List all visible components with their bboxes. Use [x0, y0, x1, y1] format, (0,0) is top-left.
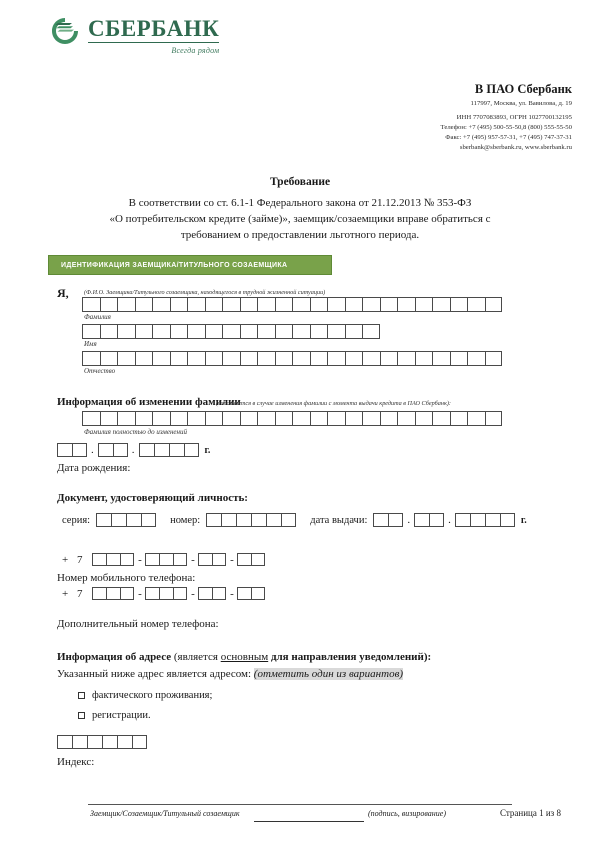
comb-cell[interactable]	[327, 351, 345, 366]
recipient-address: 117997, Москва, ул. Вавилова, д. 19	[470, 99, 572, 107]
footer-signer-label: Заемщик/Созаемщик/Титульный созаемщик	[90, 809, 240, 818]
address-info-title-before: (является	[171, 651, 221, 663]
comb-cell[interactable]	[432, 411, 450, 426]
comb-cell[interactable]	[380, 297, 398, 312]
comb-cell[interactable]	[373, 513, 388, 527]
comb-cell[interactable]	[120, 553, 134, 566]
issue-sep-1: .	[407, 513, 411, 526]
recipient-name: В ПАО Сбербанк	[474, 82, 572, 96]
address-info-subtitle-italic: (отметить один из вариантов)	[253, 668, 404, 680]
comb-cell[interactable]	[152, 297, 170, 312]
mobile-phone-label: Номер мобильного телефона:	[57, 572, 196, 584]
old-surname-caption: Фамилия полностью до изменений	[84, 428, 188, 436]
comb-cell[interactable]	[414, 513, 429, 527]
comb-cell[interactable]	[82, 324, 100, 339]
surname-caption: Фамилия	[84, 313, 111, 321]
patronymic-input[interactable]	[82, 351, 502, 366]
mobile-dash-2: -	[191, 553, 195, 566]
comb-cell[interactable]	[139, 443, 154, 457]
comb-cell[interactable]	[169, 443, 184, 457]
issue-year-suffix: г.	[520, 514, 527, 526]
birthdate-sep-1: .	[91, 443, 94, 456]
comb-cell[interactable]	[152, 324, 170, 339]
comb-cell[interactable]	[345, 411, 363, 426]
comb-cell[interactable]	[275, 297, 293, 312]
intro-line-1: В соответствии со ст. 6.1-1 Федерального закона от 21.12.2013 № 353-ФЗ	[128, 197, 472, 209]
signature-line[interactable]	[254, 809, 364, 827]
address-info-title	[57, 651, 431, 663]
footer-signature-hint: (подпись, визирование)	[368, 809, 446, 818]
comb-cell[interactable]	[432, 297, 450, 312]
comb-cell[interactable]	[327, 324, 345, 339]
surname-change-hint: (заполняется в случае изменения фамилии с момента выдачи кредита в ПАО Сбербанк):	[216, 400, 451, 407]
comb-cell[interactable]	[100, 297, 118, 312]
comb-cell[interactable]	[292, 324, 310, 339]
comb-cell[interactable]	[388, 513, 403, 527]
issue-sep-2: .	[448, 513, 451, 526]
comb-cell[interactable]	[57, 443, 72, 457]
comb-cell[interactable]	[117, 351, 135, 366]
comb-cell[interactable]	[113, 443, 128, 457]
checkbox-actual-residence[interactable]	[78, 686, 212, 704]
firstname-input[interactable]	[82, 324, 380, 339]
recipient-phone: Телефон: +7 (495) 500-55-50,8 (800) 555-55-50	[440, 124, 572, 132]
comb-cell[interactable]	[187, 411, 205, 426]
section-header-label: ИДЕНТИФИКАЦИЯ ЗАЕМЩИКА/ТИТУЛЬНОГО СОЗАЕМЩИКА	[61, 261, 288, 269]
comb-cell[interactable]	[345, 297, 363, 312]
checkbox-actual-residence-label: фактического проживания;	[92, 689, 213, 701]
address-info-subtitle-text: Указанный ниже адрес является адресом:	[57, 668, 252, 680]
number-input[interactable]	[206, 513, 296, 527]
checkbox-registration-label: регистрации.	[92, 709, 151, 721]
comb-cell[interactable]	[205, 297, 223, 312]
birthdate-day-input[interactable]	[57, 443, 87, 457]
comb-cell[interactable]	[98, 443, 113, 457]
comb-cell[interactable]	[184, 443, 199, 457]
mobile-part-1[interactable]	[92, 553, 134, 566]
comb-cell[interactable]	[415, 297, 433, 312]
comb-cell[interactable]	[275, 411, 293, 426]
comb-cell[interactable]	[152, 351, 170, 366]
comb-cell[interactable]	[310, 411, 328, 426]
comb-cell[interactable]	[257, 411, 275, 426]
comb-cell[interactable]	[120, 587, 134, 600]
comb-cell[interactable]	[251, 513, 266, 527]
extra-part-2[interactable]	[145, 587, 187, 600]
intro-text	[70, 196, 530, 244]
mobile-country-code: + 7	[62, 553, 86, 566]
identity-doc-fields[interactable]	[62, 513, 527, 527]
extra-dash-3: -	[230, 587, 234, 600]
comb-cell[interactable]	[117, 735, 132, 749]
comb-cell[interactable]	[100, 351, 118, 366]
comb-cell[interactable]	[327, 297, 345, 312]
comb-cell[interactable]	[236, 513, 251, 527]
comb-cell[interactable]	[240, 324, 258, 339]
mobile-dash-1: -	[138, 553, 142, 566]
extra-part-4[interactable]	[237, 587, 265, 600]
comb-cell[interactable]	[159, 587, 173, 600]
comb-cell[interactable]	[111, 513, 126, 527]
comb-cell[interactable]	[485, 411, 503, 426]
comb-cell[interactable]	[240, 297, 258, 312]
comb-cell[interactable]	[92, 587, 106, 600]
extra-phone-field[interactable]	[62, 587, 265, 600]
comb-cell[interactable]	[187, 297, 205, 312]
intro-line-2: «О потребительском кредите (займе)», заемщик/созаемщики вправе обратиться с	[109, 212, 491, 225]
page-title: Требование	[269, 176, 331, 188]
comb-cell[interactable]	[206, 513, 221, 527]
birthdate-label: Дата рождения:	[57, 462, 131, 474]
comb-cell[interactable]	[450, 351, 468, 366]
comb-cell[interactable]	[237, 587, 251, 600]
firstname-caption: Имя	[84, 340, 97, 348]
comb-cell[interactable]	[397, 351, 415, 366]
comb-cell[interactable]	[212, 553, 226, 566]
comb-cell[interactable]	[467, 297, 485, 312]
comb-cell[interactable]	[450, 297, 468, 312]
comb-cell[interactable]	[117, 411, 135, 426]
birthdate-month-input[interactable]	[98, 443, 128, 457]
comb-cell[interactable]	[275, 324, 293, 339]
comb-cell[interactable]	[450, 411, 468, 426]
comb-cell[interactable]	[221, 513, 236, 527]
identity-doc-title: Документ, удостоверяющий личность:	[57, 492, 248, 504]
comb-cell[interactable]	[432, 351, 450, 366]
comb-cell[interactable]	[72, 735, 87, 749]
comb-cell[interactable]	[170, 411, 188, 426]
birthdate-year-input[interactable]	[139, 443, 199, 457]
comb-cell[interactable]	[345, 324, 363, 339]
comb-cell[interactable]	[102, 735, 117, 749]
comb-cell[interactable]	[222, 324, 240, 339]
comb-cell[interactable]	[266, 513, 281, 527]
comb-cell[interactable]	[275, 351, 293, 366]
comb-cell[interactable]	[152, 411, 170, 426]
comb-cell[interactable]	[310, 351, 328, 366]
mobile-dash-3: -	[230, 553, 234, 566]
recipient-registry: ИНН 7707083893, ОГРН 1027700132195	[456, 114, 572, 122]
comb-cell[interactable]	[87, 735, 102, 749]
checkbox-icon[interactable]	[78, 692, 85, 699]
comb-cell[interactable]	[205, 351, 223, 366]
comb-cell[interactable]	[485, 297, 503, 312]
comb-cell[interactable]	[170, 351, 188, 366]
comb-cell[interactable]	[240, 411, 258, 426]
extra-phone-label: Дополнительный номер телефона:	[57, 618, 219, 630]
comb-cell[interactable]	[310, 324, 328, 339]
comb-cell[interactable]	[135, 324, 153, 339]
brand-name: СБЕРБАНК	[88, 16, 220, 41]
postal-index-input[interactable]	[57, 735, 147, 749]
mobile-part-2[interactable]	[145, 553, 187, 566]
extra-part-3[interactable]	[198, 587, 226, 600]
comb-cell[interactable]	[106, 553, 120, 566]
comb-cell[interactable]	[154, 443, 169, 457]
comb-cell[interactable]	[327, 411, 345, 426]
comb-cell[interactable]	[132, 735, 147, 749]
comb-cell[interactable]	[281, 513, 296, 527]
extra-dash-1: -	[138, 587, 142, 600]
comb-cell[interactable]	[222, 351, 240, 366]
patronymic-caption: Отчество	[84, 367, 116, 375]
postal-index-label: Индекс:	[57, 756, 95, 768]
comb-cell[interactable]	[72, 443, 87, 457]
comb-cell[interactable]	[257, 297, 275, 312]
comb-cell[interactable]	[257, 324, 275, 339]
comb-cell[interactable]	[212, 587, 226, 600]
comb-cell[interactable]	[415, 411, 433, 426]
comb-cell[interactable]	[170, 297, 188, 312]
comb-cell[interactable]	[362, 324, 380, 339]
series-label: серия:	[62, 514, 91, 526]
comb-cell[interactable]	[100, 411, 118, 426]
comb-cell[interactable]	[251, 587, 265, 600]
series-input[interactable]	[96, 513, 156, 527]
comb-cell[interactable]	[198, 553, 212, 566]
comb-cell[interactable]	[257, 351, 275, 366]
birthdate-sep-2: .	[131, 443, 135, 456]
birthdate-field[interactable]	[57, 443, 210, 457]
comb-cell[interactable]	[57, 735, 72, 749]
comb-cell[interactable]	[173, 587, 187, 600]
comb-cell[interactable]	[141, 513, 156, 527]
checkbox-icon[interactable]	[78, 712, 85, 719]
comb-cell[interactable]	[485, 351, 503, 366]
address-info-title-underlined: основным	[220, 651, 269, 663]
comb-cell[interactable]	[500, 513, 515, 527]
comb-cell[interactable]	[362, 297, 380, 312]
comb-cell[interactable]	[82, 351, 100, 366]
comb-cell[interactable]	[292, 351, 310, 366]
mobile-part-3[interactable]	[198, 553, 226, 566]
surname-change-label: Информация об изменении фамилии	[57, 396, 241, 408]
number-label: номер:	[170, 514, 201, 526]
comb-cell[interactable]	[310, 297, 328, 312]
comb-cell[interactable]	[135, 351, 153, 366]
comb-cell[interactable]	[292, 297, 310, 312]
issue-date-label: дата выдачи:	[310, 514, 368, 526]
comb-cell[interactable]	[362, 411, 380, 426]
issue-day-input[interactable]	[373, 513, 403, 527]
comb-cell[interactable]	[222, 297, 240, 312]
comb-cell[interactable]	[135, 411, 153, 426]
comb-cell[interactable]	[205, 411, 223, 426]
footer-page-number: Страница 1 из 8	[500, 808, 561, 818]
ya-hint: (Ф.И.О. Заемщика/Титульного созаемщика, находящегося в трудной жизненной ситуации)	[84, 289, 326, 296]
comb-cell[interactable]	[240, 351, 258, 366]
comb-cell[interactable]	[100, 324, 118, 339]
issue-month-input[interactable]	[414, 513, 444, 527]
section-header-identification	[48, 255, 332, 275]
intro-line-3: требованием о предоставлении льготного периода.	[180, 228, 420, 241]
comb-cell[interactable]	[345, 351, 363, 366]
comb-cell[interactable]	[485, 513, 500, 527]
comb-cell[interactable]	[397, 297, 415, 312]
ya-label: Я,	[57, 286, 69, 300]
birthdate-year-suffix: г.	[204, 444, 211, 456]
comb-cell[interactable]	[380, 411, 398, 426]
comb-cell[interactable]	[415, 351, 433, 366]
brand-slogan: Всегда рядом	[171, 46, 220, 55]
address-info-title-bold: Информация об адресе	[57, 651, 172, 663]
comb-cell[interactable]	[82, 297, 100, 312]
extra-country-code: + 7	[62, 587, 86, 600]
comb-cell[interactable]	[251, 553, 265, 566]
sberbank-logo	[48, 14, 219, 55]
comb-cell[interactable]	[397, 411, 415, 426]
checkbox-registration[interactable]	[78, 706, 151, 724]
recipient-web: sberbank@sberbank.ru, www.sberbank.ru	[459, 143, 572, 151]
comb-cell[interactable]	[292, 411, 310, 426]
comb-cell[interactable]	[170, 324, 188, 339]
comb-cell[interactable]	[380, 351, 398, 366]
mobile-part-4[interactable]	[237, 553, 265, 566]
comb-cell[interactable]	[117, 297, 135, 312]
old-surname-input[interactable]	[82, 411, 502, 426]
comb-cell[interactable]	[362, 351, 380, 366]
comb-cell[interactable]	[187, 351, 205, 366]
comb-cell[interactable]	[429, 513, 444, 527]
recipient-block	[272, 82, 572, 152]
address-info-subtitle	[57, 668, 403, 680]
comb-cell[interactable]	[159, 553, 173, 566]
comb-cell[interactable]	[117, 324, 135, 339]
sberbank-logo-icon	[48, 14, 82, 48]
comb-cell[interactable]	[455, 513, 470, 527]
comb-cell[interactable]	[205, 324, 223, 339]
comb-cell[interactable]	[467, 351, 485, 366]
footer-divider	[88, 804, 512, 805]
extra-dash-2: -	[191, 587, 195, 600]
comb-cell[interactable]	[198, 587, 212, 600]
comb-cell[interactable]	[145, 553, 159, 566]
extra-part-1[interactable]	[92, 587, 134, 600]
surname-input[interactable]	[82, 297, 502, 312]
comb-cell[interactable]	[467, 411, 485, 426]
comb-cell[interactable]	[187, 324, 205, 339]
issue-year-input[interactable]	[455, 513, 515, 527]
comb-cell[interactable]	[173, 553, 187, 566]
address-info-title-after: для направления уведомлений):	[268, 651, 432, 663]
comb-cell[interactable]	[126, 513, 141, 527]
comb-cell[interactable]	[92, 553, 106, 566]
recipient-fax: Факс: +7 (495) 957-57-31, +7 (495) 747-37-31	[445, 133, 572, 141]
comb-cell[interactable]	[82, 411, 100, 426]
comb-cell[interactable]	[106, 587, 120, 600]
comb-cell[interactable]	[145, 587, 159, 600]
comb-cell[interactable]	[237, 553, 251, 566]
comb-cell[interactable]	[96, 513, 111, 527]
comb-cell[interactable]	[470, 513, 485, 527]
comb-cell[interactable]	[135, 297, 153, 312]
comb-cell[interactable]	[222, 411, 240, 426]
mobile-phone-field[interactable]	[62, 553, 265, 566]
